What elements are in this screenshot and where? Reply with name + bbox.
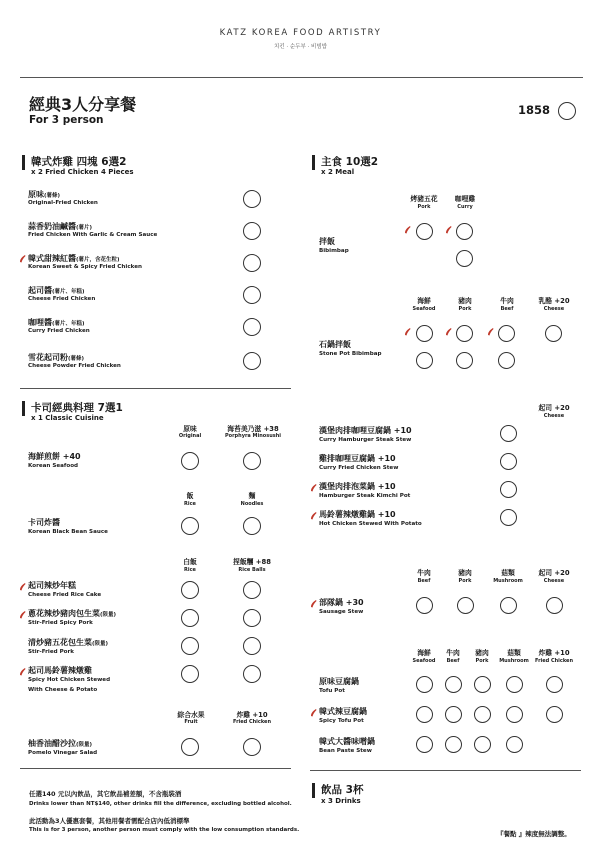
column-header: 牛肉: [500, 297, 514, 305]
column-header-en: Cheese: [543, 578, 565, 584]
classic-riceball-checkbox[interactable]: [243, 581, 261, 599]
tofu-beef-checkbox[interactable]: [445, 676, 462, 693]
column-header: 麵: [248, 492, 256, 500]
spice-footnote: 『餐點 』辣度無法調整。: [497, 830, 571, 838]
column-header: 白飯: [183, 558, 197, 566]
chili-icon: [487, 327, 494, 336]
stew-checkbox[interactable]: [500, 453, 517, 470]
salad-label-en: Pomelo Vinegar Salad: [28, 750, 98, 756]
meal-subtitle: x 2 Meal: [321, 168, 355, 176]
column-header-en: Curry: [457, 204, 473, 210]
tofu-pork-checkbox[interactable]: [474, 676, 491, 693]
column-header: 炸雞 +10: [236, 711, 268, 719]
chili-icon: [445, 327, 452, 336]
set-subtitle: For 3 person: [29, 114, 104, 126]
sausage-cheese-checkbox[interactable]: [546, 597, 563, 614]
stone-pork-checkbox[interactable]: [456, 325, 473, 342]
section-bar: [312, 155, 315, 170]
sausage-pork-checkbox[interactable]: [457, 597, 474, 614]
column-header-en: Rice: [184, 567, 196, 573]
tofu-beef-checkbox[interactable]: [445, 736, 462, 753]
tofu-seafood-checkbox[interactable]: [416, 706, 433, 723]
section-bar: [22, 155, 25, 170]
column-header-en: Beef: [446, 658, 460, 664]
column-header-en: Rice Balls: [238, 567, 266, 573]
drinks-divider: [310, 770, 581, 771]
column-header: 飯: [186, 492, 194, 500]
meal-title: 主食 10選2: [321, 156, 379, 168]
chili-icon: [310, 599, 317, 608]
sausage-label: 部隊鍋 +30: [319, 598, 364, 607]
column-header-en: Noodles: [240, 501, 264, 507]
classic-riceball-checkbox[interactable]: [243, 637, 261, 655]
section-divider: [20, 388, 291, 389]
sausage-label-en: Sausage Stew: [319, 609, 364, 615]
chili-icon: [19, 667, 26, 676]
column-header-en: Pork: [417, 204, 431, 210]
tofu-chicken-checkbox[interactable]: [546, 676, 563, 693]
bibimbap-extra-checkbox[interactable]: [456, 250, 473, 267]
column-header-en: Mushroom: [493, 578, 523, 584]
jja-rice-checkbox[interactable]: [181, 517, 199, 535]
column-header-en: Fried Chicken: [534, 658, 574, 664]
chili-icon: [445, 225, 452, 234]
pancake-porphyra-checkbox[interactable]: [243, 452, 261, 470]
fried-subtitle: x 2 Fried Chicken 4 Pieces: [31, 168, 134, 176]
classic-rice-checkbox[interactable]: [181, 665, 199, 683]
column-header: 起司 +20: [538, 569, 570, 577]
fried-item-checkbox[interactable]: [243, 190, 261, 208]
stew-checkbox[interactable]: [500, 481, 517, 498]
column-header-en: Seafood: [412, 306, 436, 312]
chili-icon: [19, 254, 26, 263]
column-header-en: Cheese: [543, 306, 565, 312]
drinks-title: 飲品 3杯: [321, 784, 364, 796]
chili-icon: [310, 708, 317, 717]
jja-label: 卡司炸醬: [28, 518, 60, 527]
stew-checkbox[interactable]: [500, 425, 517, 442]
set-price: 1858: [518, 103, 551, 117]
column-header-en: Fried Chicken: [232, 719, 272, 725]
column-header: 原味: [183, 425, 197, 433]
drinks-subtitle: x 3 Drinks: [321, 797, 361, 805]
column-header: 綜合水果: [177, 711, 205, 719]
column-header: 牛肉: [417, 569, 431, 577]
classic-riceball-checkbox[interactable]: [243, 609, 261, 627]
bibimbap-label: 拌飯: [319, 237, 335, 246]
bibimbap-pork-checkbox[interactable]: [416, 223, 433, 240]
chili-icon: [404, 327, 411, 336]
column-header-en: Beef: [500, 306, 514, 312]
salad-fruit-checkbox[interactable]: [181, 738, 199, 756]
bibimbap-curry-checkbox[interactable]: [456, 223, 473, 240]
jja-noodles-checkbox[interactable]: [243, 517, 261, 535]
column-header-en: Porphyra Minosushi: [224, 433, 281, 439]
classic-rice-checkbox[interactable]: [181, 609, 199, 627]
bibimbap-label-en: Bibimbap: [319, 248, 349, 254]
fried-item-checkbox[interactable]: [243, 352, 261, 370]
classic-rice-checkbox[interactable]: [181, 581, 199, 599]
column-header-en: Seafood: [412, 658, 436, 664]
column-header: 海鮮: [417, 297, 431, 305]
pancake-original-checkbox[interactable]: [181, 452, 199, 470]
fried-title: 韓式炸雞 四塊 6選2: [31, 156, 127, 168]
stone-seafood-checkbox[interactable]: [416, 325, 433, 342]
chili-icon: [310, 483, 317, 492]
column-header-en: Fruit: [184, 719, 198, 725]
stone-extra-checkbox[interactable]: [416, 352, 433, 369]
classic-title: 卡司經典料理 7選1: [31, 402, 123, 414]
column-header: 海鮮: [417, 649, 431, 657]
stone-extra-checkbox[interactable]: [498, 352, 515, 369]
chili-icon: [310, 511, 317, 520]
column-header-en: Pork: [458, 578, 472, 584]
tofu-seafood-checkbox[interactable]: [416, 736, 433, 753]
classic-riceball-checkbox[interactable]: [243, 665, 261, 683]
set-checkbox[interactable]: [558, 102, 576, 120]
note-drinks-en: Drinks lower than NT$140, other drinks fill the difference, excluding bottled alcohol.: [29, 801, 292, 807]
fried-item-checkbox[interactable]: [243, 222, 261, 240]
column-header: 咖哩雞: [454, 195, 476, 203]
note-consumption: 此活動為3人優惠套餐，其他用餐者需配合店內低消標準: [29, 817, 190, 825]
stone-beef-checkbox[interactable]: [498, 325, 515, 342]
sausage-mushroom-checkbox[interactable]: [500, 597, 517, 614]
tofu-mushroom-checkbox[interactable]: [506, 676, 523, 693]
chili-icon: [404, 225, 411, 234]
salad-label: 柚香油醋沙拉(限量): [28, 739, 93, 748]
fried-item-checkbox[interactable]: [243, 286, 261, 304]
tofu-chicken-checkbox[interactable]: [546, 706, 563, 723]
brand-name: KATZ KOREA FOOD ARTISTRY: [219, 28, 382, 38]
stew-checkbox[interactable]: [500, 509, 517, 526]
notes-divider: [20, 768, 291, 769]
chili-icon: [19, 610, 26, 619]
tofu-pork-checkbox[interactable]: [474, 706, 491, 723]
column-header-en: Mushroom: [499, 658, 529, 664]
jja-label-en: Korean Black Bean Sauce: [28, 529, 108, 535]
set-title: 經典3人分享餐: [29, 95, 137, 114]
sausage-beef-checkbox[interactable]: [416, 597, 433, 614]
column-header: 菇類: [507, 649, 521, 657]
column-header: 烤豬五花: [410, 195, 438, 203]
tofu-seafood-checkbox[interactable]: [416, 676, 433, 693]
column-header: 乳酪 +20: [538, 297, 570, 305]
section-bar: [312, 783, 315, 798]
column-header-en: Original: [178, 433, 202, 439]
tofu-pork-checkbox[interactable]: [474, 736, 491, 753]
note-drinks: 任選140 元以內飲品，其它飲品補差額，不含瓶裝酒: [29, 790, 182, 798]
classic-rice-checkbox[interactable]: [181, 637, 199, 655]
pancake-label-en: Korean Seafood: [28, 463, 79, 469]
note-consumption-en: This is for 3 person, another person must comply with the low consumption standards.: [29, 827, 300, 833]
column-header: 豬肉: [475, 649, 489, 657]
classic-subtitle: x 1 Classic Cuisine: [31, 414, 104, 422]
column-header: 牛肉: [446, 649, 460, 657]
column-header-en: Beef: [417, 578, 431, 584]
column-header-en: Cheese: [543, 413, 565, 419]
column-header: 起司 +20: [538, 404, 570, 412]
fried-item-checkbox[interactable]: [243, 318, 261, 336]
column-header: 炸雞 +10: [538, 649, 570, 657]
section-bar: [22, 401, 25, 416]
brand-subtitle: 치킨 · 순두부 · 비빔밥: [274, 44, 327, 50]
column-header: 菇類: [501, 569, 515, 577]
column-header: 豬肉: [458, 569, 472, 577]
column-header-en: Pork: [475, 658, 489, 664]
header-divider: [20, 77, 583, 78]
tofu-beef-checkbox[interactable]: [445, 706, 462, 723]
tofu-mushroom-checkbox[interactable]: [506, 706, 523, 723]
column-header-en: Rice: [184, 501, 196, 507]
fried-item-checkbox[interactable]: [243, 254, 261, 272]
chili-icon: [19, 582, 26, 591]
column-header: 豬肉: [458, 297, 472, 305]
stone-pot-label-en: Stone Pot Bibimbap: [319, 351, 382, 357]
stone-pot-label: 石鍋拌飯: [319, 340, 351, 349]
column-header-en: Pork: [458, 306, 472, 312]
salad-chicken-checkbox[interactable]: [243, 738, 261, 756]
column-header: 捏飯糰 +88: [233, 558, 271, 566]
tofu-mushroom-checkbox[interactable]: [506, 736, 523, 753]
pancake-label: 海鮮煎餅 +40: [28, 452, 81, 461]
stone-extra-checkbox[interactable]: [456, 352, 473, 369]
column-header: 海苔美乃滋 +38: [227, 425, 279, 433]
stone-cheese-checkbox[interactable]: [545, 325, 562, 342]
